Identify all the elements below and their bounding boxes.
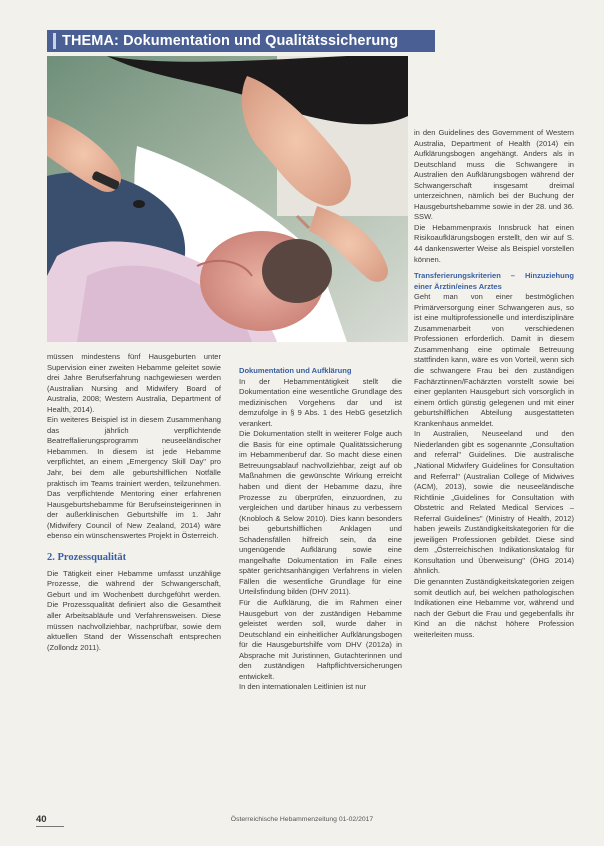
paragraph: Die genannten Zuständigkeitskategorien zeigen somit deutlich auf, bei welchen pathologischen Indikationen eine Hebamme vor, während und nach der Geburt die Frau und gegebenfalls ihr Kind an die nächst höhere Profession weiterleiten muss. (414, 576, 574, 639)
text-column-left (47, 352, 221, 653)
paragraph: Geht man von einer bestmöglichen Primärversorgung einer Schwangeren aus, so ist eine multiprofessionelle und interdisziplinäre Zusammenarbeit von verschiedenen Professionen erforderlich. Damit in diesem Zusammenhang eine optimale Betreuung stattfinden kann, wäre es von Vorteil, wenn sich die schwangere Frau bei den zuständigen Fachärztinnen/Fachärzten vorstellt sowie bei einer geplanten Hausgeburt sich vorsorglich in einem örtlich günstig gelegenen und mit einer geburtshilflichen Abteilung ausgestatteten Krankenhaus anmeldet. (414, 292, 574, 428)
paragraph: In Australien, Neuseeland und den Niederlanden gibt es sogenannte „Consultation and referral" Guidelines. Die australische „National Midwifery Guidelines for Consultation and Referral" (Australian College of Midwives (ACM), 2013), sowie die neuseeländische Richtlinie „Guidelines for Consultation with Obstetric and Related Medical Services – Referral Guidelines" (Ministry of Health, 2012) haben jeweils Zuständigkeitskategorien für die jeweiligen Professionen gebildet. Diese sind dem „Österreichischen Indikationskatalog für Konsultation und Überweisung" (ÖHG 2014) ähnlich. (414, 429, 574, 576)
midwife-examining-newborn-photo (47, 56, 408, 342)
section-header (47, 30, 435, 52)
section-heading: 2. Prozessqualität (47, 551, 127, 563)
text-column-right (414, 128, 574, 640)
paragraph: Ein weiteres Beispiel ist in diesem Zusammenhang das jährlich verpflichtende Beatreffalierungsprogramm neuseeländischer Hebammen. In diesem ist jede Hebamme verpflichtet, an einem „Emergency Skill Day" pro Jahr, bei dem alle geburtshilflichen Notfälle praktisch im Teams trainiert werden, teilzunehmen. Das verpflichtende Mentoring einer erfahrenen Hausgeburtshebamme für Berufseinsteigerinnen in der außerklinischen Geburtshilfe im 1. Jahr (Midwifery Council of New Zealand, 2014) wäre ebenso ein wünschenswertes Projekt in Österreich. (47, 415, 221, 541)
footer-source: Österreichische Hebammenzeitung 01-02/2017 (230, 816, 374, 823)
paragraph: müssen mindestens fünf Hausgeburten unter Supervision einer zweiten Hebamme geleitet sowie drei Jahre Berufserfahrung nachgewiesen werden (Australian Nursing and Midwifery Board of Australia, 2008; Western Australia, Department of Health, 2014). (47, 352, 221, 414)
page-number: 40 (36, 814, 47, 825)
paragraph: Die Tätigkeit einer Hebamme umfasst unzählige Prozesse, die während der Schwangerschaft, Geburt und im Wochenbett durchgeführt werden. Die Prozessqualität definiert also die Gesamtheit aller Arbeitsabläufe und Verfahrensweisen. Diese müssen nachvollziehbar, nachprüfbar, sowie dem aktuellen Stand der Wissenschaft entsprechen (Zollondz 2011). (47, 568, 221, 652)
paragraph: In der Hebammentätigkeit stellt die Dokumentation eine wesentliche Grundlage des medizinischen Vorgehens dar und ist demzufolge in § 9 Abs. 1 des HebG gesetzlich verankert. (239, 376, 402, 428)
subheading: Dokumentation und Aufklärung (239, 366, 352, 375)
header-accent-bar (53, 33, 56, 49)
article-photo (47, 56, 408, 342)
paragraph: in den Guidelines des Government of Western Australia, Department of Health (2014) ein Aufklärungsbogen angehängt. Anders als in Deutschland muss die Schwangere in Australien den Aufklärungsbogen während der Schwangerschaft insgesamt dreimal unterzeichnen, nämlich bei der Buchung der Hausgeburtshebamme sowie in der 28. und 36. SSW. (414, 128, 574, 222)
subheading: Transferierungskriterien – Hinzuziehung einer Ärztin/eines Arztes (414, 271, 574, 291)
paragraph: Die Hebammenpraxis Innsbruck hat einen Risikoaufklärungsbogen erstellt, den wir auf S. 44 dankenswerter Weise als Beispiel vorstellen können. (414, 222, 574, 264)
paragraph: Für die Aufklärung, die im Rahmen einer Hausgeburt von der zuständigen Hebamme geleistet werden soll, wurde daher in Deutschland ein einheitlicher Aufklärungsbogen für die Hausgeburtshilfe vom DHV (2012a) in Absprache mit Juristinnen, Gutachterinnen und den zuständigen Haftpflichtversicherungen entwickelt. (239, 598, 402, 681)
page-title: THEMA: Dokumentation und Qualitätssicherung (62, 33, 399, 49)
page-number-rule (36, 826, 64, 827)
paragraph: In den internationalen Leitlinien ist nur (239, 682, 367, 692)
paragraph: Die Dokumentation stellt in weiterer Folge auch die Basis für eine optimale Qualitätssicherung im Hebammenberuf dar. So macht diese einen Betreuungsablauf nachvollziehbar, zeigt auf ob Maßnahmen die gewünschte Wirkung erreicht haben und dient der Hebamme dazu, ihre Prozesse zu überprüfen, einzuordnen, zu vergleichen und darüber hinaus zu verbessern (Knobloch & Selow 2010). Dies kann besonders bei geburtshilflichen Anklagen und Schadensfällen hilfreich sein, da eine ungenügende Aufklärung sowie eine mangelhafte Dokumentation im Falle eines später gerichtsanhängigen Verfahrens in vielen Fällen die wesentliche Grundlage für eine Urteilsfindung bilden (DHV 2011). (239, 429, 402, 597)
text-column-middle (239, 366, 402, 693)
